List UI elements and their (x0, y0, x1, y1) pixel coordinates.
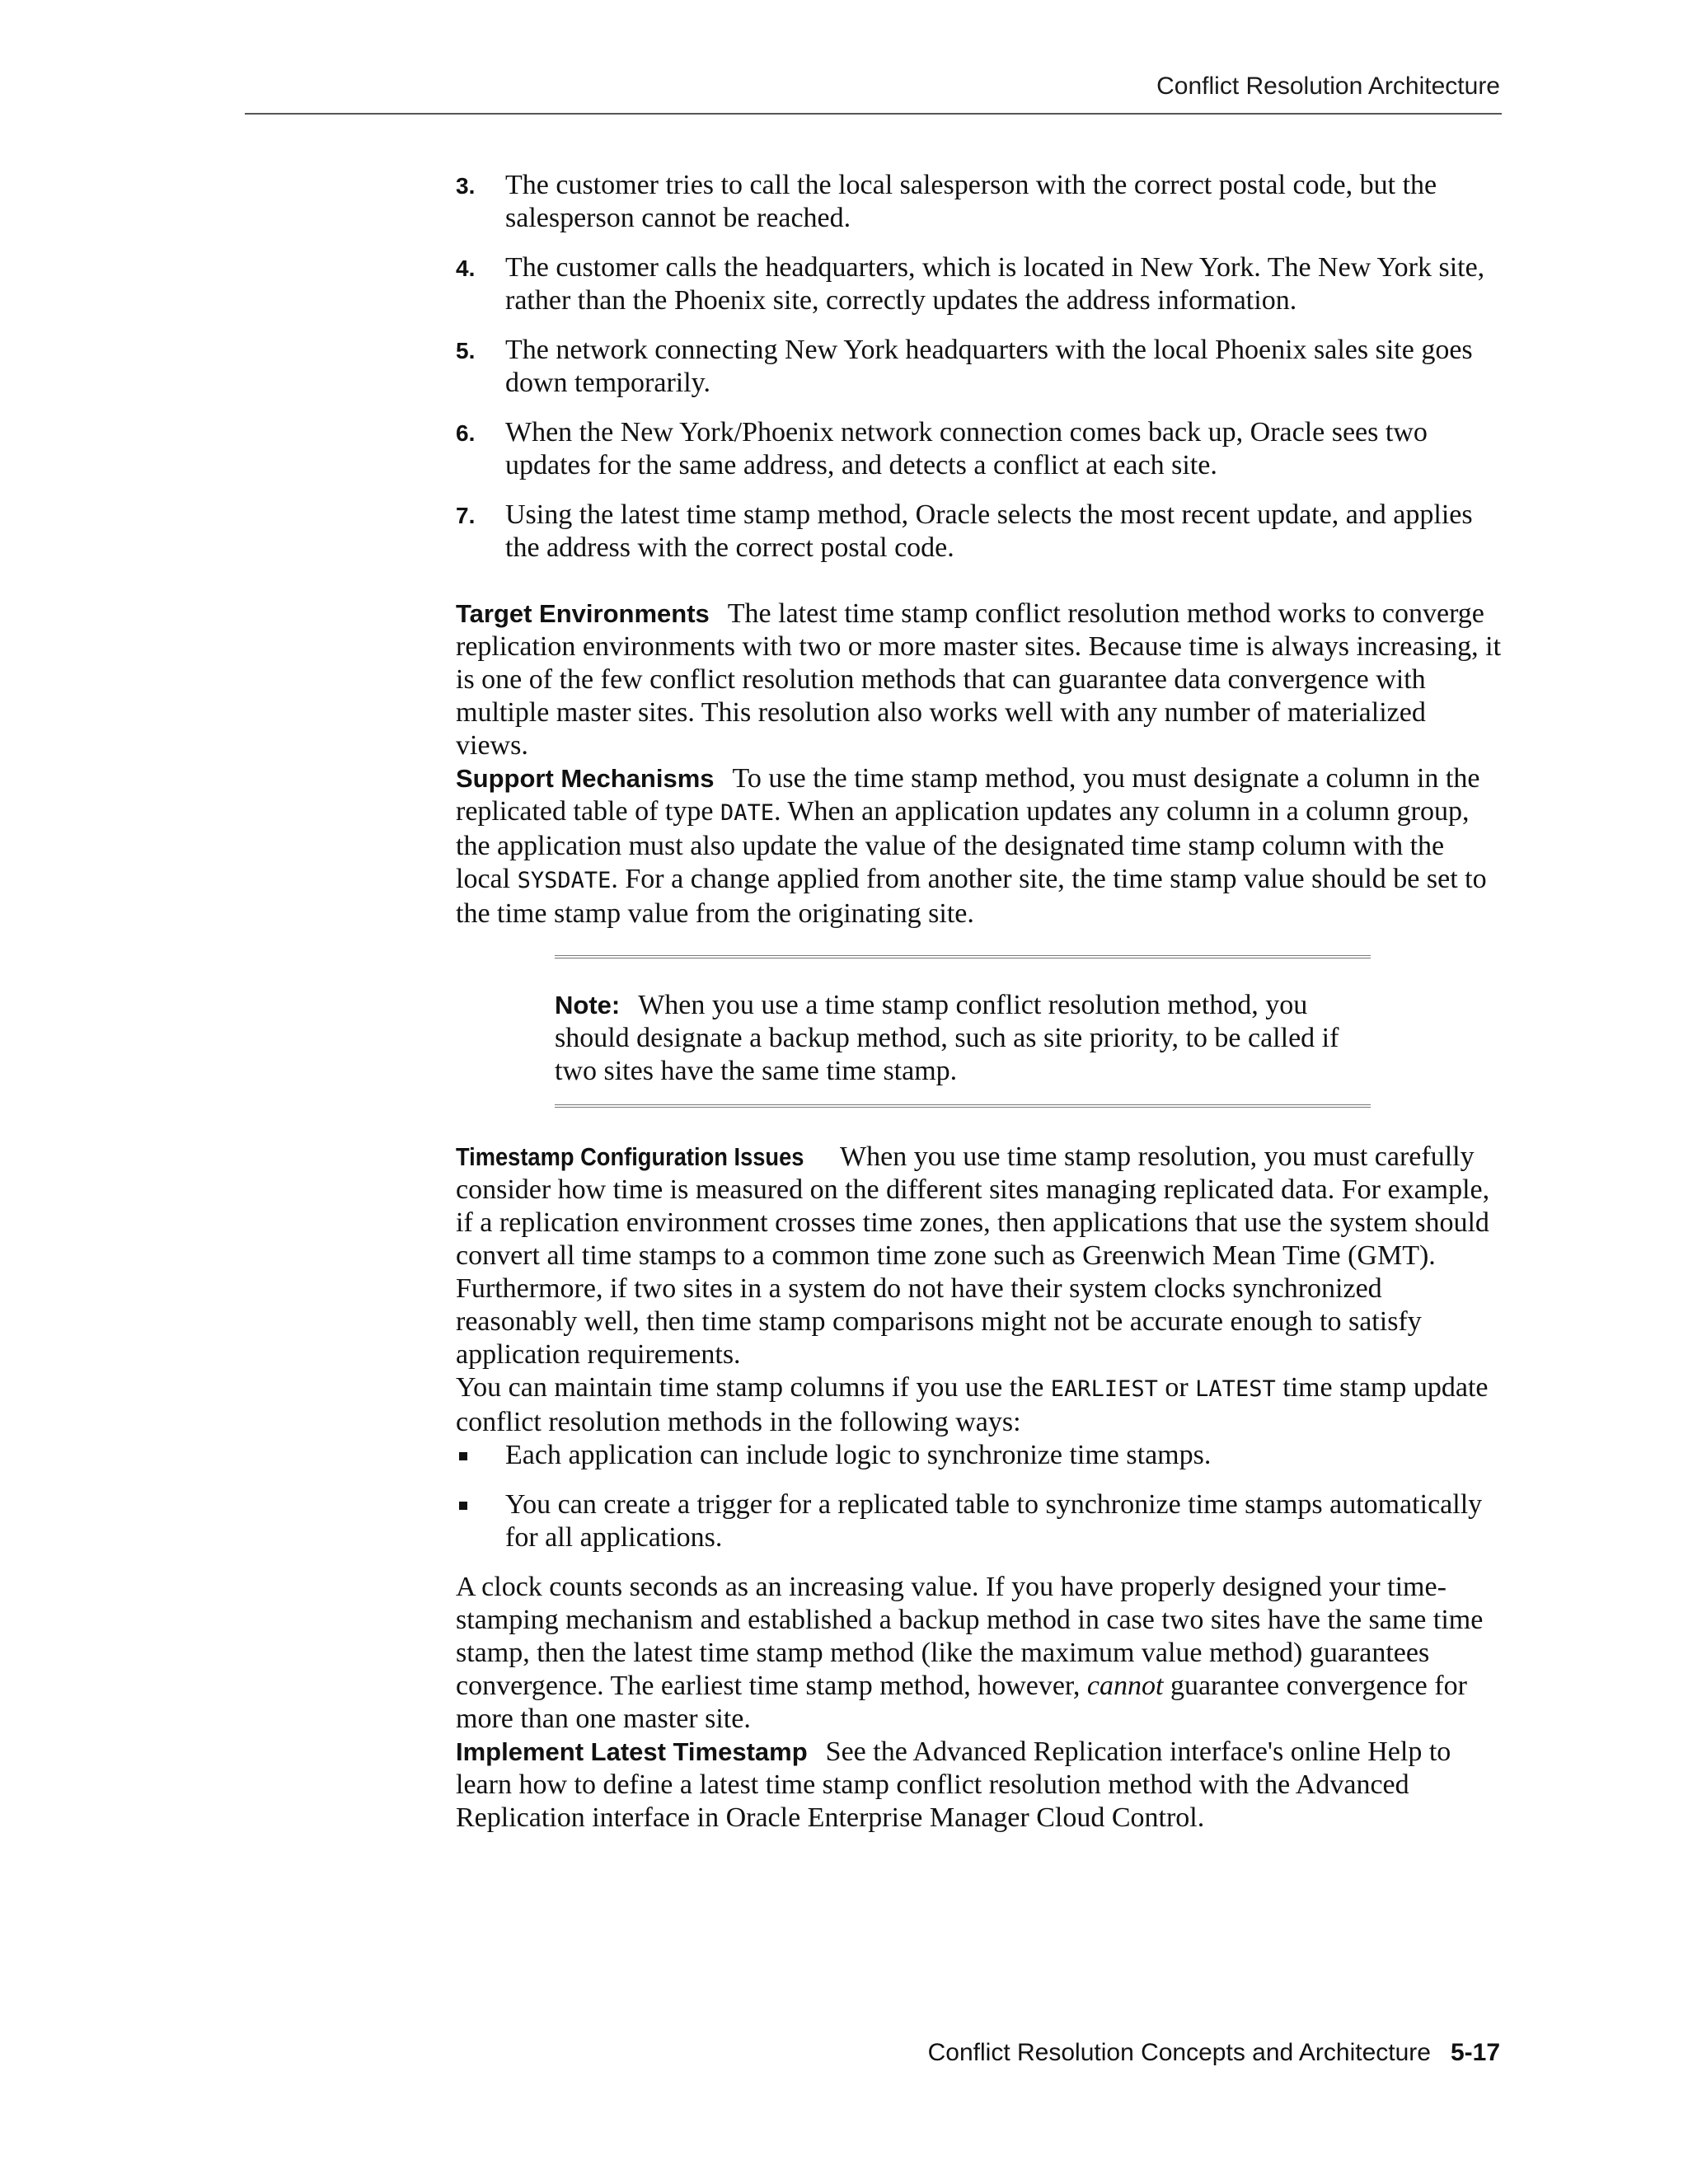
list-item (456, 251, 1503, 317)
page-body (456, 169, 1503, 1835)
support-text-part: To use the time stamp method, you must designate a column in the replicated table of type (456, 763, 1480, 827)
header-rule (245, 113, 1502, 115)
bullet-square-icon (459, 1502, 467, 1510)
clock-text-part: A clock counts seconds as an increasing value. If you have properly designed your time-stamping mechanism and established a backup method in case two sites have the same time stamp, then the latest time stamp method (like the maximum value method) guarantees convergence. The earliest time stamp method, however, (456, 1572, 1484, 1701)
list-item (456, 416, 1503, 482)
note-text: When you use a time stamp conflict resolution method, you should designate a backup method, such as site priority, to be called if two sites have the same time stamp. (555, 990, 1339, 1086)
list-item-text: Using the latest time stamp method, Oracle selects the most recent update, and applies the address with the correct postal code. (505, 499, 1473, 563)
note-label: Note: (555, 991, 621, 1019)
list-item-text: When the New York/Phoenix network connection comes back up, Oracle sees two updates for the same address, and detects a conflict at each site. (505, 417, 1428, 480)
maintain-paragraph (456, 1371, 1503, 1439)
list-item (456, 499, 1503, 565)
implement-paragraph (456, 1736, 1503, 1835)
clock-text-part: guarantee convergence for more than one master site. (456, 1671, 1467, 1734)
list-item-number: 7. (456, 503, 476, 528)
bullet-text: You can create a trigger for a replicated table to synchronize time stamps automatically for all applications. (505, 1489, 1483, 1553)
list-item-text: The network connecting New York headquarters with the local Phoenix sales site goes down temporarily. (505, 335, 1473, 398)
support-mechanisms-paragraph (456, 762, 1503, 930)
list-item (456, 334, 1503, 400)
footer-title: Conflict Resolution Concepts and Architecture (927, 2039, 1431, 2066)
list-item-text: The customer tries to call the local salesperson with the correct postal code, but the salesperson cannot be reached. (505, 170, 1437, 233)
bullet-text: Each application can include logic to synchronize time stamps. (505, 1440, 1212, 1470)
maintain-text-part: time stamp update conflict resolution methods in the following ways: (456, 1372, 1489, 1437)
list-item-text: The customer calls the headquarters, which is located in New York. The New York site, rather than the Phoenix site, correctly updates the address information. (505, 252, 1485, 316)
page-number: 5-17 (1450, 2039, 1500, 2066)
code-literal: DATE (720, 800, 774, 826)
code-literal: SYSDATE (517, 868, 612, 893)
running-header: Conflict Resolution Architecture (1156, 73, 1500, 100)
timestamp-config-paragraph (456, 1141, 1503, 1371)
clock-paragraph (456, 1571, 1503, 1736)
implement-heading: Implement Latest Timestamp (456, 1737, 808, 1766)
code-literal: EARLIEST (1050, 1376, 1158, 1402)
target-environments-text: The latest time stamp conflict resolution method works to converge replication environments with two or more master sites. Because time is always increasing, it is one of the few conflict resolution methods that can guarantee data convergence with multiple master sites. This resolution also works well with any number of materialized views. (456, 598, 1502, 761)
maintain-text-part: or (1157, 1372, 1196, 1403)
timestamp-config-text: When you use time stamp resolution, you must carefully consider how time is measured on the different sites managing replicated data. For example, if a replication environment crosses time zones, then applications that use the system should convert all time stamps to a common time zone such as Greenwich Mean Time (GMT). Furthermore, if two sites in a system do not have their system clocks synchronized reasonably well, then time stamp comparisons might not be accurate enough to satisfy application requirements. (456, 1141, 1490, 1370)
code-literal: LATEST (1195, 1376, 1276, 1402)
list-item-number: 5. (456, 338, 476, 363)
note-box (555, 955, 1371, 1108)
target-environments-paragraph (456, 598, 1503, 762)
list-item (456, 169, 1503, 235)
list-item-number: 3. (456, 173, 476, 199)
note-paragraph (555, 989, 1371, 1088)
emphasis-text: cannot (1086, 1671, 1164, 1701)
target-environments-heading: Target Environments (456, 599, 710, 628)
bullet-item (456, 1439, 1503, 1472)
support-mechanisms-heading: Support Mechanisms (456, 764, 715, 793)
page-footer (928, 2039, 1500, 2067)
list-item-number: 6. (456, 420, 476, 446)
bullet-item (456, 1488, 1503, 1554)
timestamp-config-heading: Timestamp Configuration Issues (456, 1142, 804, 1171)
list-item-number: 4. (456, 255, 476, 281)
support-text-part: . When an application updates any column in a column group, the application must also update the value of the designated time stamp column with the local (456, 796, 1470, 894)
support-text-part: . For a change applied from another site, the time stamp value should be set to the time stamp value from the originating site. (456, 864, 1487, 929)
maintain-text-part: You can maintain time stamp columns if you use the (456, 1372, 1051, 1403)
implement-text: See the Advanced Replication interface's online Help to learn how to define a latest time stamp conflict resolution method with the Advanced Replication interface in Oracle Enterprise Manager Cloud Control. (456, 1736, 1451, 1833)
bullet-square-icon (459, 1452, 467, 1460)
